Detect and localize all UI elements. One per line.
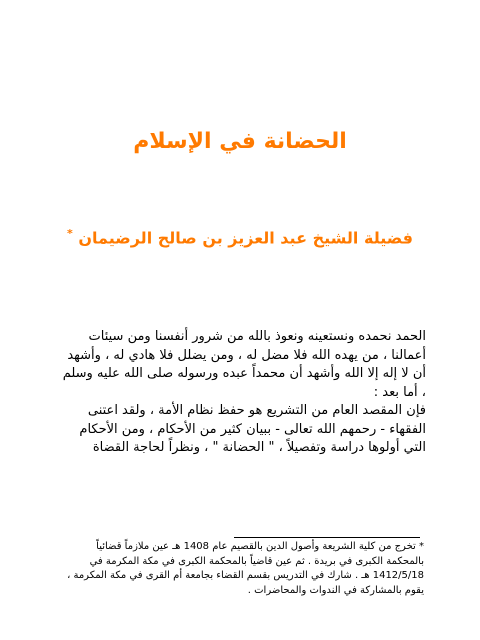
- author-line: [60, 222, 420, 250]
- paragraph-main: فإن المقصد العام من التشريع هو حفظ نظام الأمة ، ولقد اعتنى الفقهاء - رحمهم الله تعالى - ببيان كثير من الأحكام ، ومن الأحكام التي أولوها دراسة وتفصيلاً ، " الحضانة " ، ونظراً لحاجة القضاة: [79, 403, 426, 455]
- body-text: [58, 328, 426, 458]
- author-name: فضيلة الشيخ عبد العزيز بن صالح الرضيمان: [78, 228, 413, 248]
- footnote: * تخرج من كلية الشريعة وأصول الدين بالقصيم عام 1408 هـ عين ملازماً قضائياً بالمحكمة الكبرى في بريدة . ثم عين قاضياً بالمحكمة الكبرى في مكة المكرمة في 1412/5/18 هـ . شارك في التدريس بقسم القضاء بجامعة أم القرى في مكة المكرمة ، يقوم بالمشاركة في الندوات والمحاضرات .: [67, 541, 424, 596]
- document-title: الحضانة في الإسلام: [133, 129, 347, 154]
- paragraph-intro: الحمد نحمده ونستعينه ونعوذ بالله من شرور أنفسنا ومن سيئات أعمالنا ، من يهده الله فلا مضل له ، ومن يضلل فلا هادي له ، وأشهد أن لا إله إلا الله وأشهد أن محمداً عبده ورسوله صلى الله عليه وسلم ، أما بعد :: [62, 329, 426, 400]
- footnote-separator: [234, 537, 420, 538]
- footnote-marker: *: [67, 227, 73, 240]
